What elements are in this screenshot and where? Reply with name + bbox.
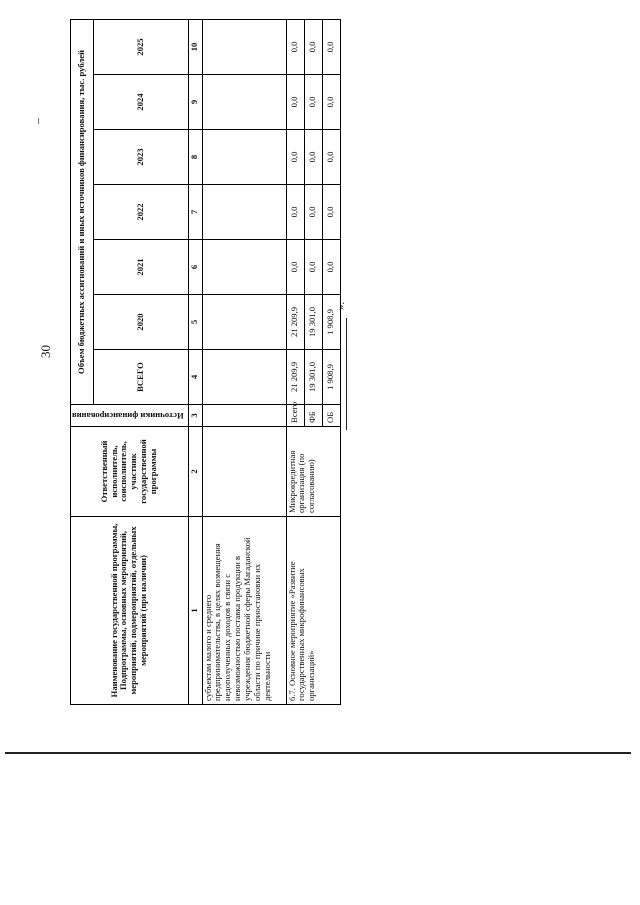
col-number: 9 xyxy=(188,75,202,130)
header-year-2022: 2022 xyxy=(93,185,188,240)
col-number: 2 xyxy=(188,427,202,517)
value-cell: 0,0 xyxy=(322,240,340,295)
value-cell: 0,0 xyxy=(286,130,304,185)
header-source-column: Источники финансирования xyxy=(71,405,189,427)
col-number: 1 xyxy=(188,517,202,705)
value-cell: 1 908,9 xyxy=(322,295,340,350)
page-rule xyxy=(5,752,631,754)
source-cell: ФБ xyxy=(304,405,322,427)
row-executor-cell: Микрокредитная организация (по согласованию) xyxy=(286,427,340,517)
value-cell: 0,0 xyxy=(286,75,304,130)
value-cell: 0,0 xyxy=(322,185,340,240)
page-number: 30 xyxy=(38,345,53,358)
header-year-2020: 2020 xyxy=(93,295,188,350)
value-cell: 0,0 xyxy=(304,75,322,130)
margin-mark xyxy=(38,118,39,124)
header-year-2024: 2024 xyxy=(93,75,188,130)
table-row xyxy=(286,20,304,705)
value-cell: 0,0 xyxy=(304,20,322,75)
col-number: 10 xyxy=(188,20,202,75)
value-cell: 0,0 xyxy=(286,240,304,295)
row-executor-cell xyxy=(202,427,286,517)
col-number: 8 xyxy=(188,130,202,185)
value-cell: 0,0 xyxy=(304,185,322,240)
value-cell: 0,0 xyxy=(322,130,340,185)
header-executor-column: Ответственный исполнитель, соисполнитель, участник государственной программы xyxy=(71,427,189,517)
value-cell: 21 209,9 xyxy=(286,350,304,405)
col-number: 4 xyxy=(188,350,202,405)
source-cell: Всего xyxy=(286,405,304,427)
col-number: 5 xyxy=(188,295,202,350)
value-cell: 0,0 xyxy=(286,185,304,240)
financing-table xyxy=(70,19,341,705)
col-number: 3 xyxy=(188,405,202,427)
closing-line xyxy=(346,318,347,430)
col-number: 7 xyxy=(188,185,202,240)
source-cell: ОБ xyxy=(322,405,340,427)
col-number: 6 xyxy=(188,240,202,295)
table-row xyxy=(202,20,286,705)
row-name-cell: субъектам малого и среднего предпринимательства, в целях возмещения недополученных доходов в связи с невозможностью поставка продукции в учреждения бюджетной сферы Магаданской области по причине приостановки их деятельности xyxy=(202,517,286,705)
column-number-row xyxy=(188,20,202,705)
value-cell: 19 301,0 xyxy=(304,295,322,350)
closing-quote-mark: ». xyxy=(335,301,348,311)
value-cell: 0,0 xyxy=(322,75,340,130)
header-name-column: Наименование государственной программы, Подпрограммы, основных мероприятий, мероприятий, подмероприятий, отдельных мероприятий (при наличии) xyxy=(71,517,189,705)
header-year-total: ВСЕГО xyxy=(93,350,188,405)
value-cell: 19 301,0 xyxy=(304,350,322,405)
header-year-2023: 2023 xyxy=(93,130,188,185)
value-cell: 1 908,9 xyxy=(322,350,340,405)
value-cell: 0,0 xyxy=(322,20,340,75)
row-name-cell: 6.7. Основное мероприятие «Развитие государственных микрофинансовых организаций» xyxy=(286,517,340,705)
value-cell: 0,0 xyxy=(304,130,322,185)
header-year-2025: 2025 xyxy=(93,20,188,75)
value-cell: 0,0 xyxy=(304,240,322,295)
value-cell: 21 209,9 xyxy=(286,295,304,350)
header-funding-group: Объем бюджетных ассигнований и иных источников финансирования, тыс. рублей xyxy=(71,20,94,405)
value-cell: 0,0 xyxy=(286,20,304,75)
header-year-2021: 2021 xyxy=(93,240,188,295)
financing-table-container xyxy=(70,20,336,705)
